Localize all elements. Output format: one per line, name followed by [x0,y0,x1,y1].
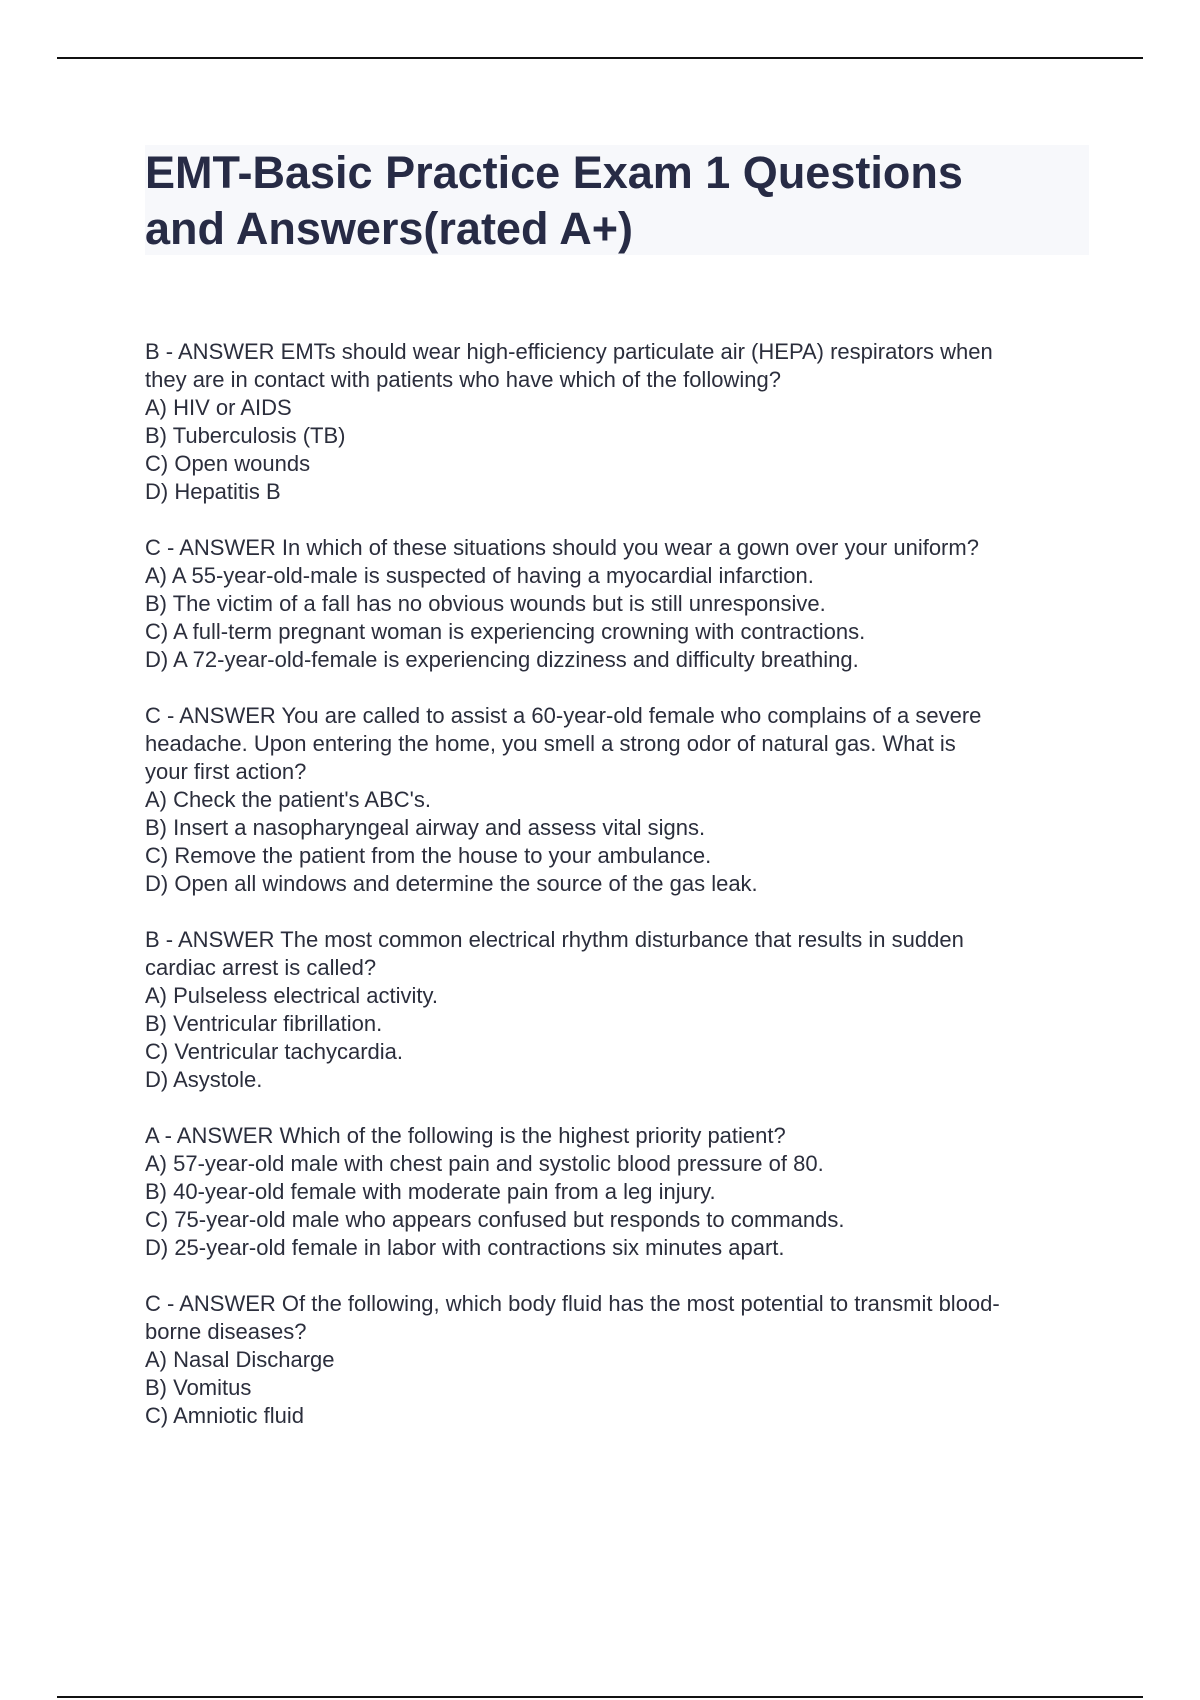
question-line: they are in contact with patients who have which of the following? [145,367,781,392]
question-line: cardiac arrest is called? [145,955,377,980]
answer-option: A) Check the patient's ABC's. [145,787,431,812]
question-block-6 [145,1290,1095,1430]
document-title: EMT-Basic Practice Exam 1 Questions and Answers(rated A+) [145,147,963,254]
answer-option: B) Ventricular fibrillation. [145,1011,383,1036]
answer-option: D) Hepatitis B [145,479,281,504]
answer-option: B) 40-year-old female with moderate pain from a leg injury. [145,1179,716,1204]
question-line: your first action? [145,759,307,784]
answer-option: C) A full-term pregnant woman is experiencing crowning with contractions. [145,619,866,644]
answer-option: B) Tuberculosis (TB) [145,423,346,448]
question-line: C - ANSWER In which of these situations should you wear a gown over your uniform? [145,535,979,560]
question-line: B - ANSWER EMTs should wear high-efficiency particulate air (HEPA) respirators when [145,339,993,364]
answer-option: A) Pulseless electrical activity. [145,983,439,1008]
question-line: C - ANSWER You are called to assist a 60-year-old female who complains of a severe [145,703,982,728]
bottom-divider [57,1696,1143,1698]
question-line: A - ANSWER Which of the following is the highest priority patient? [145,1123,786,1148]
answer-option: A) Nasal Discharge [145,1347,335,1372]
question-block-2 [145,534,1095,674]
question-line: C - ANSWER Of the following, which body fluid has the most potential to transmit blood- [145,1291,1000,1316]
question-line: headache. Upon entering the home, you smell a strong odor of natural gas. What is [145,731,956,756]
answer-option: A) 57-year-old male with chest pain and systolic blood pressure of 80. [145,1151,824,1176]
answer-option: A) A 55-year-old-male is suspected of having a myocardial infarction. [145,563,814,588]
answer-option: D) 25-year-old female in labor with contractions six minutes apart. [145,1235,785,1260]
answer-option: C) Remove the patient from the house to your ambulance. [145,843,712,868]
answer-option: D) Asystole. [145,1067,263,1092]
answer-option: C) Amniotic fluid [145,1403,304,1428]
title-block [145,145,1089,255]
answer-option: B) The victim of a fall has no obvious wounds but is still unresponsive. [145,591,826,616]
answer-option: B) Insert a nasopharyngeal airway and assess vital signs. [145,815,706,840]
answer-option: B) Vomitus [145,1375,252,1400]
question-block-5 [145,1122,1095,1262]
question-line: borne diseases? [145,1319,307,1344]
question-block-3 [145,702,1095,898]
answer-option: C) Ventricular tachycardia. [145,1039,403,1064]
question-block-4 [145,926,1095,1094]
answer-option: C) Open wounds [145,451,311,476]
question-block-1 [145,338,1095,506]
answer-option: D) Open all windows and determine the source of the gas leak. [145,871,758,896]
question-list [145,338,1095,1458]
answer-option: A) HIV or AIDS [145,395,292,420]
answer-option: D) A 72-year-old-female is experiencing dizziness and difficulty breathing. [145,647,859,672]
top-divider [57,57,1143,59]
question-line: B - ANSWER The most common electrical rhythm disturbance that results in sudden [145,927,964,952]
answer-option: C) 75-year-old male who appears confused but responds to commands. [145,1207,845,1232]
